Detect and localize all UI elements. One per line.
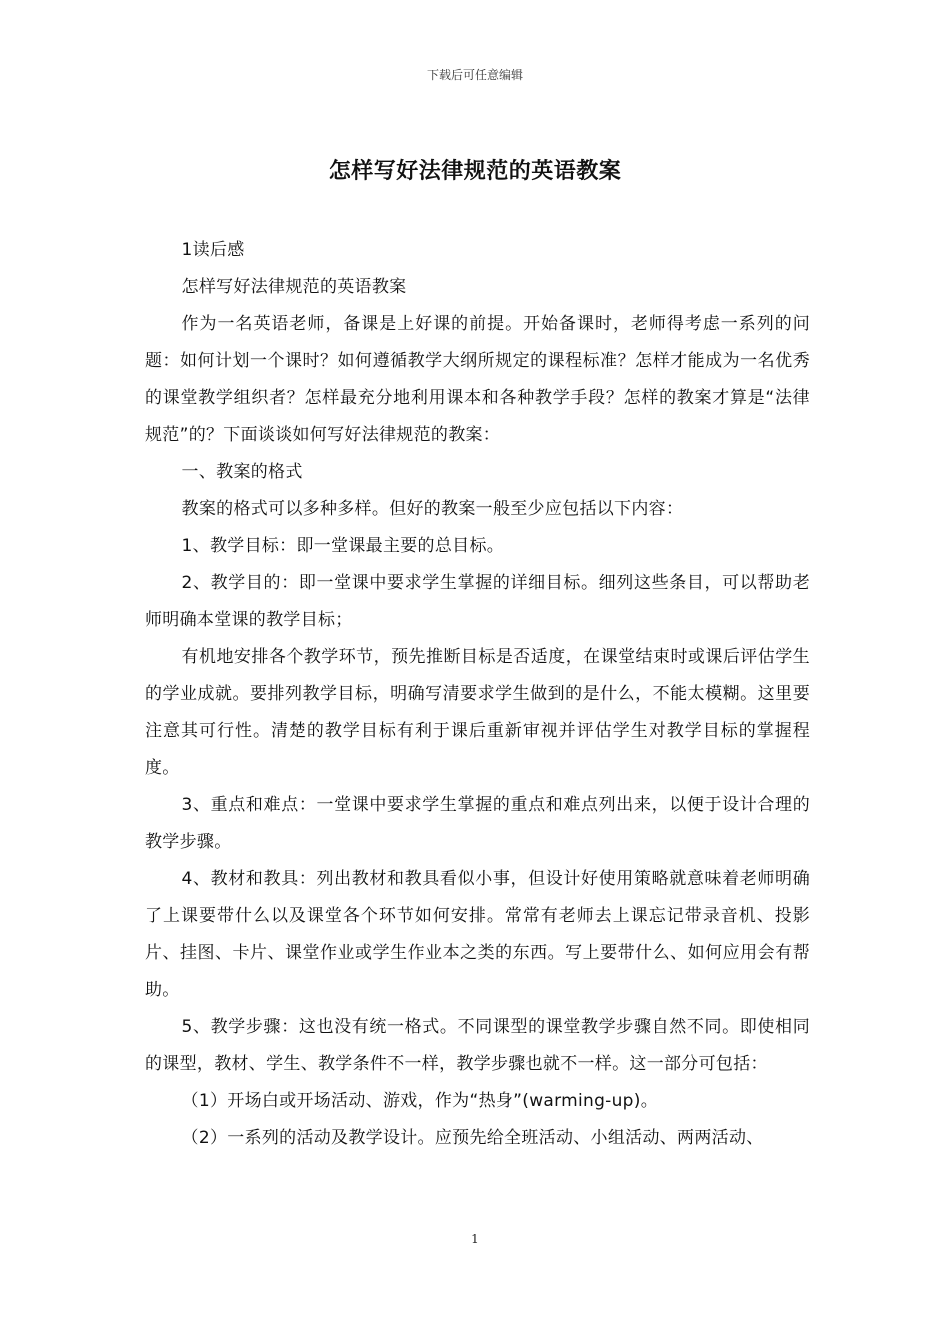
paragraph-subtitle: 怎样写好法律规范的英语教案: [181, 277, 407, 297]
document-title: 怎样写好法律规范的英语教案: [328, 159, 622, 184]
paragraph-purpose-detail: 有机地安排各个教学环节，预先推断目标是否适度，在课堂结束时或课后评估学生的学业成就。要排列教学目标，明确写清要求学生做到的是什么，不能太模糊。这里要注意其可行性。清楚的教学目标有利于课后重新审视并评估学生对教学目标的掌握程度。: [145, 647, 810, 778]
page-header-note: 下载后可任意编辑: [426, 68, 523, 82]
list-item-teaching-purpose: 2、教学目的：即一堂课中要求学生掌握的详细目标。细列这些条目，可以帮助老师明确本堂课的教学目标；: [145, 573, 810, 630]
paragraph-intro: 作为一名英语老师，备课是上好课的前提。开始备课时，老师得考虑一系列的问题：如何计划一个课时？如何遵循教学大纲所规定的课程标准？怎样才能成为一名优秀的课堂教学组织者？怎样最充分地利用课本和各种教学手段？怎样的教案才算是“法律规范”的？下面谈谈如何写好法律规范的教案：: [145, 314, 810, 445]
page-number: 1: [471, 1232, 479, 1246]
sub-item-warm-up: （1）开场白或开场活动、游戏，作为“热身”(warming-up)。: [181, 1091, 659, 1111]
paragraph-format-overview: 教案的格式可以多种多样。但好的教案一般至少应包括以下内容：: [181, 499, 684, 519]
list-item-teaching-steps: 5、教学步骤：这也没有统一格式。不同课型的课堂教学步骤自然不同。即使相同的课型，教材、学生、教学条件不一样，教学步骤也就不一样。这一部分可包括：: [145, 1017, 810, 1074]
list-item-key-points: 3、重点和难点：一堂课中要求学生掌握的重点和难点列出来，以便于设计合理的教学步骤。: [145, 795, 810, 852]
paragraph-reading-note: 1读后感: [181, 240, 245, 260]
section-heading-format: 一、教案的格式: [181, 462, 303, 482]
document-body: [145, 232, 810, 1157]
sub-item-activities: （2）一系列的活动及教学设计。应预先给全班活动、小组活动、两两活动、: [181, 1128, 764, 1148]
list-item-teaching-goal: 1、教学目标：即一堂课最主要的总目标。: [181, 536, 505, 556]
list-item-materials: 4、教材和教具：列出教材和教具看似小事，但设计好使用策略就意味着老师明确了上课要带什么以及课堂各个环节如何安排。常常有老师去上课忘记带录音机、投影片、挂图、卡片、课堂作业或学生作业本之类的东西。写上要带什么、如何应用会有帮助。: [145, 869, 810, 1000]
